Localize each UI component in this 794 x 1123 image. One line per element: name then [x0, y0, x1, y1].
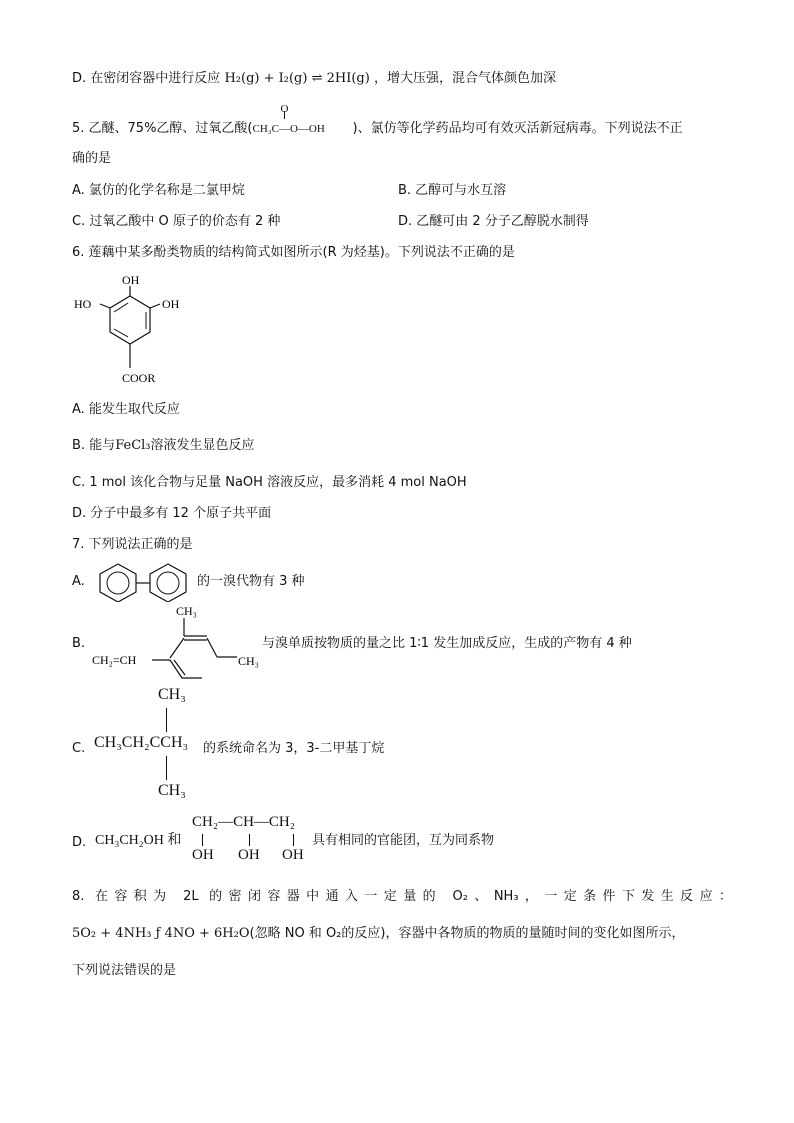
q8-stem-line1: 8. 在容积为 2L 的密闭容器中通入一定量的 O₂、NH₃，一定条件下发生反应： — [72, 889, 732, 904]
c-main-chain: CH₃CH₂CCH₃ — [94, 734, 189, 751]
aromatic-circle-2 — [157, 572, 179, 594]
glycerol-oh-3: OH — [282, 847, 304, 863]
q5-stem-part1: 5. 乙醚、75%乙醇、过氧乙酸( — [72, 121, 253, 136]
q6-option-a: A. 能发生取代反应 — [72, 402, 180, 417]
ring-2 — [150, 564, 186, 602]
bond-up — [166, 708, 168, 732]
biphenyl-structure — [92, 562, 196, 602]
c-ch3-top: CH₃ — [158, 686, 186, 703]
q7-option-c-text: 的系统命名为 3，3-二甲基丁烷 — [203, 741, 385, 756]
ferric-chloride: FeCl₃ — [115, 438, 151, 453]
bond-left — [100, 304, 110, 308]
q8-stem-part2: (忽略 NO 和 O₂的反应)，容器中各物质的物质的量随时间的变化如图所示， — [249, 926, 685, 941]
q5-option-c: C. 过氧乙酸中 O 原子的价态有 2 种 — [72, 214, 281, 229]
bond — [170, 638, 184, 658]
q7-option-a-label: A. — [72, 574, 85, 589]
bond-right — [150, 304, 160, 308]
ring-1 — [100, 564, 136, 602]
q7-option-d-label: D. — [72, 835, 87, 850]
coor-label: COOR — [122, 371, 156, 385]
q5-option-b: B. 乙醇可与水互溶 — [398, 183, 507, 198]
q5-option-a: A. 氯仿的化学名称是二氯甲烷 — [72, 183, 245, 198]
galloyl-ester-structure — [70, 272, 200, 390]
q7-option-b-text: 与溴单质按物质的量之比 1∶1 发生加成反应，生成的产物有 4 种 — [262, 636, 632, 651]
q6b-prefix: B. 能与 — [72, 438, 116, 453]
q7-option-a-text: 的一溴代物有 3 种 — [197, 574, 305, 589]
q4d-prefix: 在密闭容器中进行反应 — [90, 71, 221, 86]
b-ch3-right: CH₃ — [238, 654, 259, 668]
carbonyl-oxygen: O — [280, 103, 289, 115]
b-left-group: CH₂=CH — [92, 653, 137, 667]
q5-stem-part2: )、氯仿等化学药品均可有效灭活新冠病毒。下列说法不正 — [352, 121, 683, 136]
q8-stem-line2 — [72, 925, 732, 943]
q7-option-c-label: C. — [72, 741, 86, 756]
q7-d-ethanol — [95, 832, 181, 850]
q5-stem-line1 — [72, 103, 683, 138]
reaction-equation: H₂(g) + I₂(g) ⇌ 2HI(g) — [224, 71, 370, 86]
oh-top-label: OH — [122, 273, 140, 287]
q6-option-d: D. 分子中最多有 12 个原子共平面 — [72, 506, 272, 521]
q4-option-d — [72, 70, 556, 88]
q6-option-c: C. 1 mol 该化合物与足量 NaOH 溶液反应，最多消耗 4 mol NaOH — [72, 475, 467, 490]
q6-option-b — [72, 437, 255, 455]
ethanol-formula: CH₃CH₂OH 和 — [95, 833, 182, 848]
b-ch3-top: CH₃ — [176, 604, 197, 618]
q7-stem: 7. 下列说法正确的是 — [72, 537, 193, 552]
c-ch3-bottom: CH₃ — [158, 782, 186, 799]
q8-stem-line3: 下列说法错误的是 — [72, 963, 177, 978]
ho-left-label: HO — [74, 297, 92, 311]
q5-stem-line2: 确的是 — [72, 151, 112, 166]
bond — [249, 834, 251, 846]
glycerol-oh-2: OH — [238, 847, 260, 863]
peracid-formula: CH₃C—O—OH — [252, 123, 325, 135]
bond-down — [166, 756, 168, 780]
q6b-suffix: 溶液发生显色反应 — [150, 438, 255, 453]
glycerol-structure — [192, 814, 314, 866]
q7-c-structure — [94, 686, 208, 804]
q8-equation: 5O₂ + 4NH₃ ƒ 4NO + 6H₂O — [72, 926, 250, 941]
option-label: D. — [72, 71, 87, 86]
q7-option-d-text: 具有相同的官能团，互为同系物 — [312, 833, 495, 848]
q7-option-b-label: B. — [72, 636, 86, 651]
benzene-ring — [110, 296, 150, 344]
bond — [207, 638, 217, 657]
double-bond-line — [284, 111, 286, 119]
oh-right-label: OH — [162, 297, 180, 311]
aromatic-circle-1 — [107, 572, 129, 594]
peracetic-acid-structure — [252, 103, 353, 135]
glycerol-oh-1: OH — [192, 847, 214, 863]
bond — [202, 834, 204, 846]
glycerol-chain: CH₂—CH—CH₂ — [192, 814, 295, 830]
diene-structure — [92, 602, 262, 684]
bond — [293, 834, 295, 846]
q4d-suffix: ，增大压强，混合气体颜色加深 — [373, 71, 556, 86]
q6-stem: 6. 莲藕中某多酚类物质的结构简式如图所示(R 为烃基)。下列说法不正确的是 — [72, 245, 515, 260]
q5-option-d: D. 乙醚可由 2 分子乙醇脱水制得 — [398, 214, 589, 229]
